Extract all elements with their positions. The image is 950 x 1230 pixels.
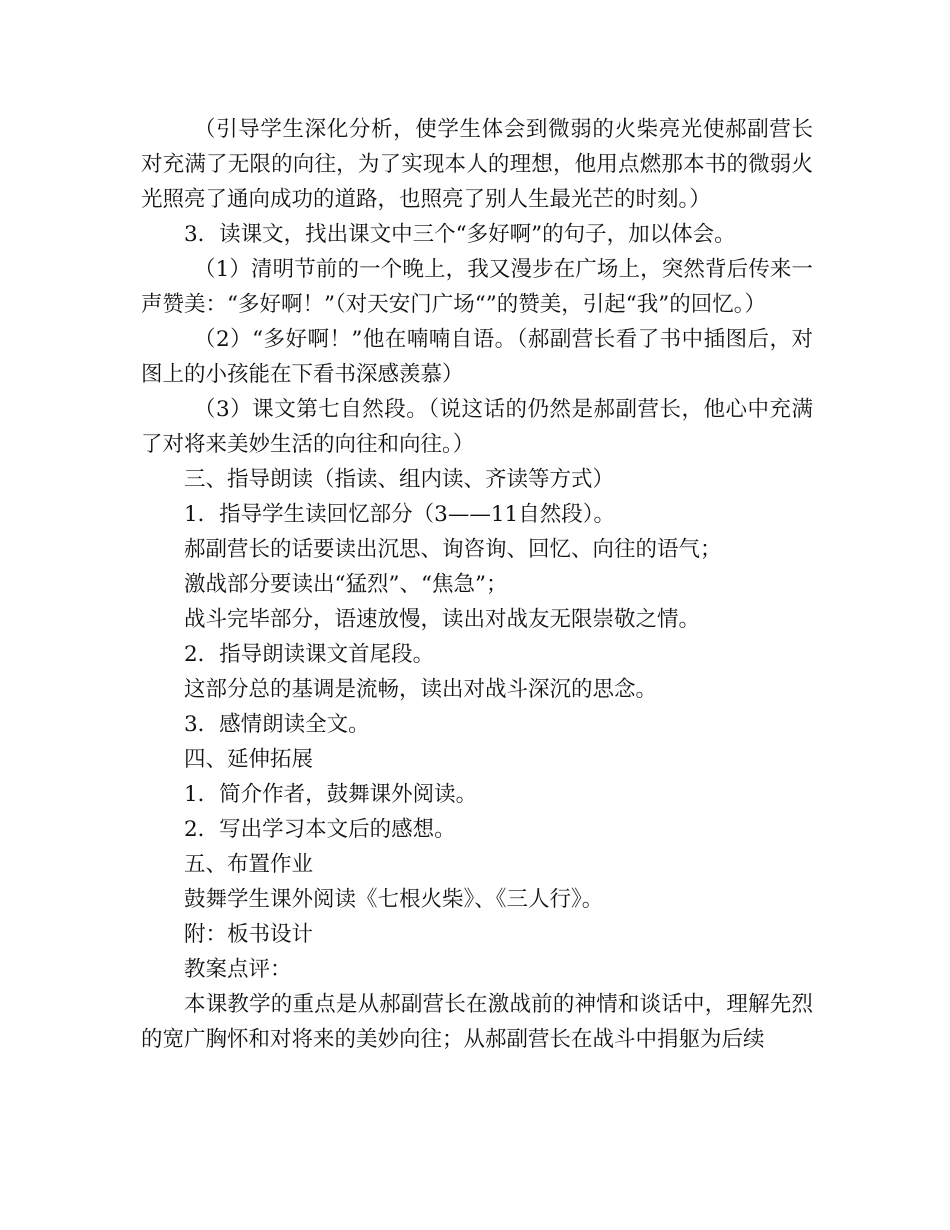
paragraph-item-3: 3．读课文，找出课文中三个“多好啊”的句子，加以体会。 [184,222,736,247]
paragraph-lesson-review-heading: 教案点评： [184,957,292,982]
paragraph-sub-2: （2）“多好啊！”他在喃喃自语。（郝副营长看了书中插图后，对图上的小孩能在下看书深感羡慕） [141,327,813,387]
paragraph-board-design: 附：板书设计 [184,922,314,947]
paragraph-reading-tone: 郝副营长的话要读出沉思、询咨询、回忆、向往的语气； [184,537,722,562]
paragraph-guide-analysis: （引导学生深化分析，使学生体会到微弱的火柴亮光使郝副营长对充满了无限的向往，为了实现本人的理想，他用点燃那本书的微弱火光照亮了通向成功的道路，也照亮了别人生最光芒的时刻。） [141,117,813,212]
section-heading-extension: 四、延伸拓展 [184,747,314,772]
paragraph-battle-reading: 激战部分要读出“猛烈”、“焦急”； [184,572,508,597]
paragraph-sub-3: （3）课文第七自然段。（说这话的仍然是郝副营长，他心中充满了对将来美妙生活的向往和向往。） [141,397,813,457]
paragraph-battle-end: 战斗完毕部分，语速放慢，读出对战友无限崇敬之情。 [184,607,701,632]
paragraph-lesson-review: 本课教学的重点是从郝副营长在激战前的神情和谈话中，理解先烈的宽广胸怀和对将来的美妙向往；从郝副营长在战斗中捐躯为后续 [141,992,813,1052]
paragraph-tone-summary: 这部分总的基调是流畅，读出对战斗深沉的思念。 [184,677,658,702]
paragraph-sub-1: （1）清明节前的一个晚上，我又漫步在广场上，突然背后传来一声赞美：“多好啊！”（对天安门广场“”的赞美，引起“我”的回忆。） [141,257,813,317]
paragraph-reading-item-3: 3．感情朗读全文。 [184,712,370,737]
section-heading-reading-guidance: 三、指导朗读（指读、组内读、齐读等方式） [184,467,615,492]
paragraph-homework: 鼓舞学生课外阅读《七根火柴》、《三人行》。 [184,887,604,912]
paragraph-reading-item-2: 2．指导朗读课文首尾段。 [184,642,435,667]
paragraph-extension-item-2: 2．写出学习本文后的感想。 [184,817,456,842]
section-heading-homework: 五、布置作业 [184,852,314,877]
paragraph-extension-item-1: 1．简介作者，鼓舞课外阅读。 [184,782,478,807]
paragraph-reading-item-1: 1．指导学生读回忆部分（3——11自然段）。 [184,502,615,527]
document-body [141,112,813,1057]
